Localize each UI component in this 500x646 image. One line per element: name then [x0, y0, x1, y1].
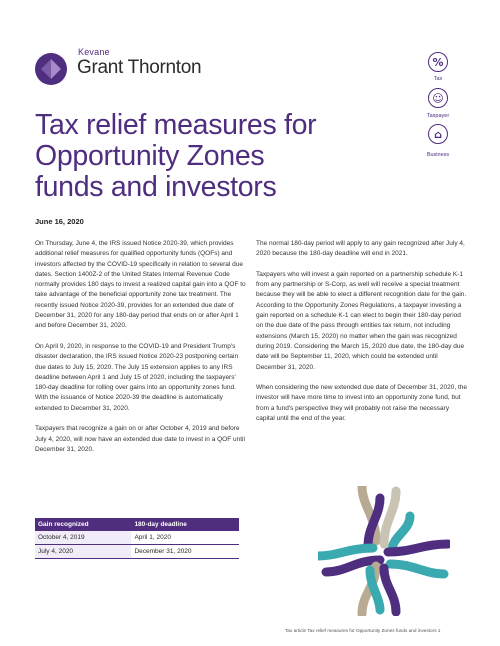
page-footer: Tax article Tax relief measures for Opportunity Zones funds and investors 1	[285, 628, 441, 633]
right-column	[256, 239, 469, 435]
deadline-table	[35, 518, 239, 559]
table-cell: July 4, 2020	[35, 545, 131, 559]
table-header: Gain recognized	[35, 518, 131, 531]
icon-label-tax: Tax	[433, 76, 443, 82]
page-title: Tax relief measures for Opportunity Zones funds and investors	[35, 109, 317, 203]
table-cell: October 4, 2019	[35, 531, 131, 545]
paragraph: Taxpayers who will invest a gain reported on a partnership schedule K-1 from any partnership or S-Corp, as well will receive a special treatment because they will be able to elect a different recognition date for the gain. According to the Opportunity Zones Regulations, a taxpayer investing a gain reported on a schedule K-1 can elect to begin their 180-day period on the due date of the pass through entities tax return, not including extensions (March 15, 2020) no matter when the gain was recognized during 2019. Considering the March 15, 2020 due date, the 180-day due date will be September 11, 2020, which could be extended until December 31, 2020.	[256, 270, 467, 371]
table-header: 180-day deadline	[131, 518, 239, 531]
logo-kevane: Kevane	[78, 47, 110, 57]
paragraph: On Thursday, June 4, the IRS issued Notice 2020-39, which provides additional relief measures for qualified opportunity funds (QOFs) and investors affected by the COVID-19 specifically in relation to several due dates. Section 1400Z-2 of the United States Internal Revenue Code normally provides 180 days to invest a realized capital gain into a QOF to take advantage of the beneficial opportunity zone tax treatment. The recently issued Notice 2020-39, provides for an extended due date of December 31, 2020 for any 180-day period that ends on or after April 1 and before December 31, 2020.	[35, 240, 246, 330]
table-cell: December 31, 2020	[131, 545, 239, 559]
icon-label-business: Business	[426, 152, 450, 158]
icon-label-taxpayer: Taxpayer	[426, 113, 450, 119]
left-column	[35, 239, 248, 466]
table-row	[35, 545, 239, 559]
table-cell: April 1, 2020	[131, 531, 239, 545]
table-row	[35, 531, 239, 545]
paragraph: Taxpayers that recognize a gain on or after October 4, 2019 and before July 4, 2020, will now have an extended due date to invest in a QOF until December 31, 2020.	[35, 425, 245, 453]
building-icon: ⌂	[428, 124, 448, 144]
paragraph: When considering the new extended due date of December 31, 2020, the investor will have more time to invest into an opportunity zone fund, but from a fund's perspective they will probably not raise the necessary capital until the end of the year.	[256, 384, 468, 423]
person-icon: ☺	[428, 88, 448, 108]
paragraph: On April 9, 2020, in response to the COVID-19 and President Trump's disaster declaration, the IRS issued Notice 2020-23 postponing certain due dates to July 15, 2020. The July 15 extension applies to any IRS deadline between April 1 and July 15 of 2020, including the taxpayers' 180-day deadline for rolling over gains into an opportunity zones fund. With the issuance of Notice 2020-39 the deadline is automatically extended to December 31, 2020.	[35, 342, 239, 412]
logo-wordmark: Grant Thornton	[77, 57, 202, 78]
publish-date: June 16, 2020	[35, 217, 84, 226]
grant-thornton-logo-icon	[35, 53, 67, 85]
paragraph: The normal 180-day period will apply to any gain recognized after July 4, 2020 because the 180-day deadline will end in 2021.	[256, 240, 465, 258]
decorative-knot-graphic	[318, 486, 450, 616]
percent-icon: %	[428, 52, 448, 72]
